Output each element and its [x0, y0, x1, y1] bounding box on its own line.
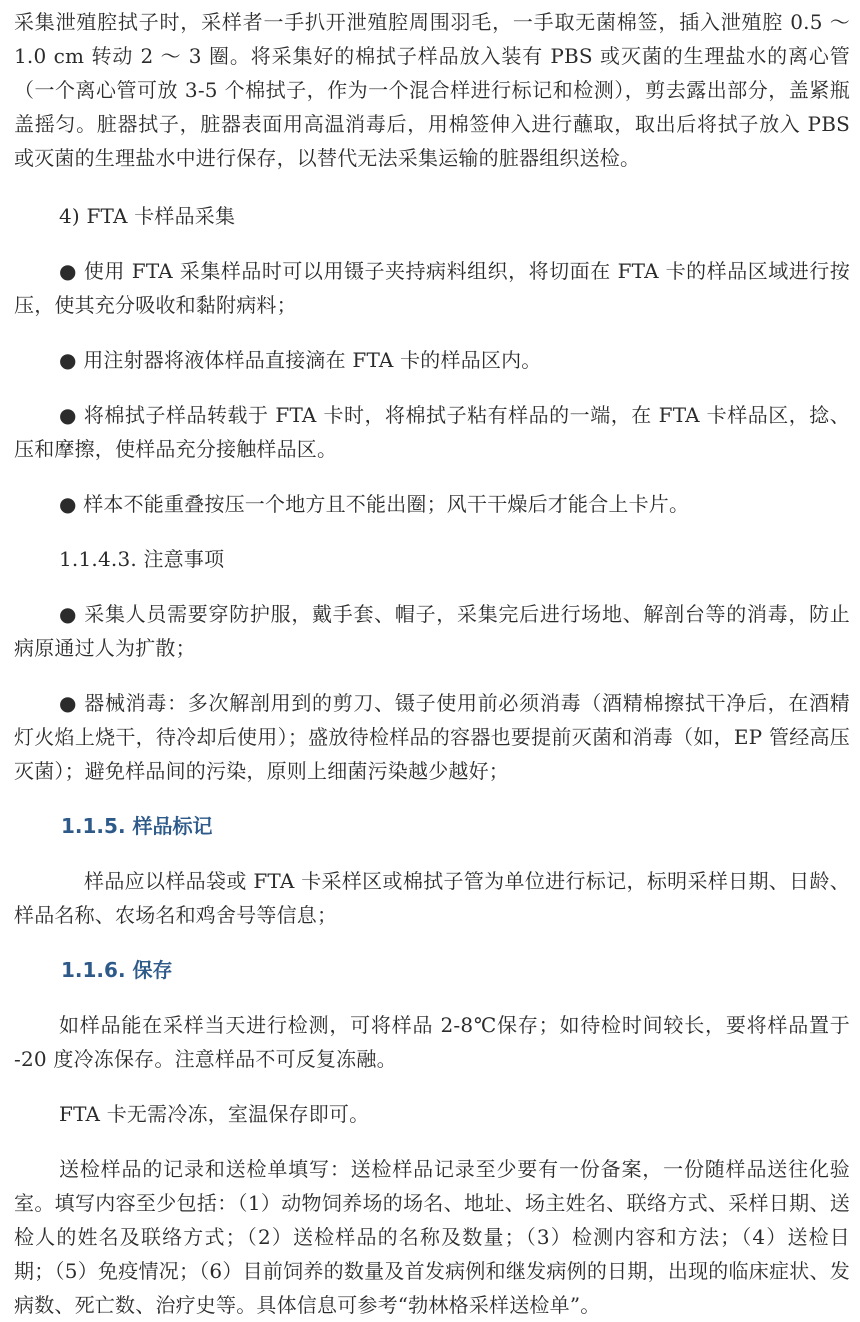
- fta-bullet-1: ● 使用 FTA 采集样品时可以用镊子夹持病料组织，将切面在 FTA 卡的样品区域进行按压，使其充分吸收和黏附病料；: [14, 259, 850, 317]
- fta-heading: 4) FTA 卡样品采集: [59, 204, 236, 228]
- storage-paragraph-2: FTA 卡无需冷冻，室温保存即可。: [59, 1102, 370, 1126]
- section-heading-storage: 1.1.6. 保存: [61, 958, 173, 982]
- notes-heading: 1.1.4.3. 注意事项: [59, 547, 225, 571]
- storage-paragraph-3: 送检样品的记录和送检单填写：送检样品记录至少要有一份备案，一份随样品送往化验室。填写内容至少包括：（1）动物饲养场的场名、地址、场主姓名、联络方式、采样日期、送检人的姓名及联络方式；（2）送检样品的名称及数量；（3）检测内容和方法；（4）送检日期；（5）免疫情况；（6）目前饲养的数量及首发病例和继发病例的日期，出现的临床症状、发病数、死亡数、治疗史等。具体信息可参考“勃林格采样送检单”。: [14, 1157, 850, 1317]
- fta-bullet-2: ● 用注射器将液体样品直接滴在 FTA 卡的样品区内。: [59, 348, 542, 372]
- notes-bullet-2: ● 器械消毒：多次解剖用到的剪刀、镊子使用前必须消毒（酒精棉擦拭干净后，在酒精灯火焰上烧干，待冷却后使用）；盛放待检样品的容器也要提前灭菌和消毒（如，EP 管经高压灭菌）；避免样品间的污染，原则上细菌污染越少越好；: [14, 691, 850, 783]
- fta-bullet-4: ● 样本不能重叠按压一个地方且不能出圈；风干干燥后才能合上卡片。: [59, 492, 690, 516]
- storage-paragraph-1: 如样品能在采样当天进行检测，可将样品 2-8℃保存；如待检时间较长，要将样品置于 -20 度冷冻保存。注意样品不可反复冻融。: [14, 1013, 850, 1071]
- notes-bullet-1: ● 采集人员需要穿防护服，戴手套、帽子，采集完后进行场地、解剖台等的消毒，防止病原通过人为扩散；: [14, 602, 850, 660]
- section-heading-sample-labeling: 1.1.5. 样品标记: [61, 814, 213, 838]
- cloacal-swab-paragraph: 采集泄殖腔拭子时，采样者一手扒开泄殖腔周围羽毛，一手取无菌棉签，插入泄殖腔 0.5 ～ 1.0 cm 转动 2 ～ 3 圈。将采集好的棉拭子样品放入装有 PBS 或灭菌的生理盐水的离心管（一个离心管可放 3-5 个棉拭子，作为一个混合样进行标记和检测），剪去露出部分，盖紧瓶盖摇匀。脏器拭子，脏器表面用高温消毒后，用棉签伸入进行蘸取，取出后将拭子放入 PBS 或灭菌的生理盐水中进行保存，以替代无法采集运输的脏器组织送检。: [14, 10, 850, 170]
- labeling-paragraph: 样品应以样品袋或 FTA 卡采样区或棉拭子管为单位进行标记，标明采样日期、日龄、样品名称、农场名和鸡舍号等信息；: [14, 869, 850, 927]
- fta-bullet-3: ● 将棉拭子样品转载于 FTA 卡时，将棉拭子粘有样品的一端，在 FTA 卡样品区，捻、压和摩擦，使样品充分接触样品区。: [14, 403, 850, 461]
